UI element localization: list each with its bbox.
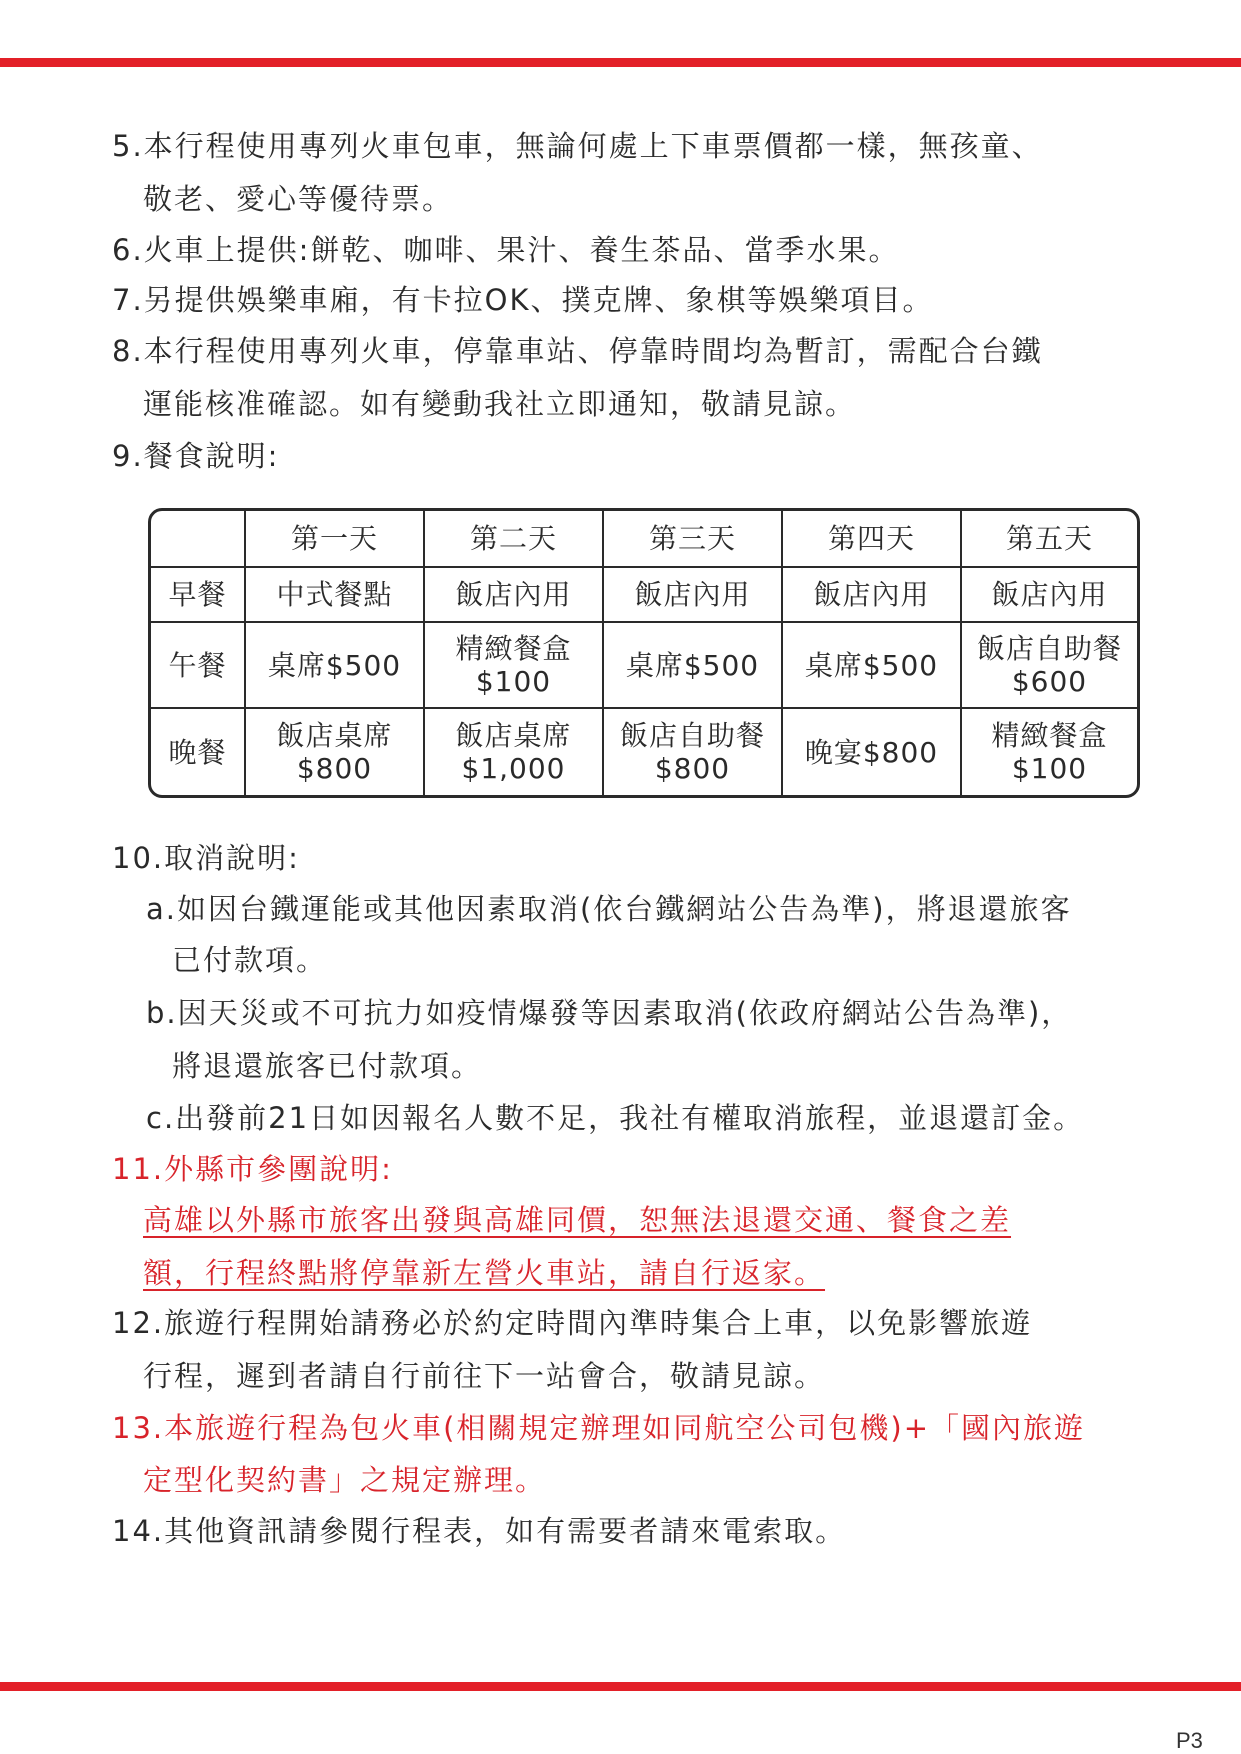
item-11-line-2: 額，行程終點將停靠新左營火車站，請自行返家。 (143, 1256, 826, 1290)
meal-cell-text: 精緻餐盒 (991, 719, 1108, 752)
meal-cell (424, 622, 603, 708)
item-10c: c.出發前21日如因報名人數不足，我社有權取消旅程，並退還訂金。 (146, 1101, 1085, 1135)
item-9-heading: 9.餐食說明: (112, 439, 280, 473)
meal-cell (961, 708, 1137, 795)
meal-cell (603, 567, 782, 622)
day-header: 第五天 (961, 511, 1137, 567)
meal-cell-text: $600 (1011, 665, 1088, 698)
meal-cell (424, 567, 603, 622)
item-12-line-1: 12.旅遊行程開始請務必於約定時間內準時集合上車，以免影響旅遊 (112, 1306, 1033, 1340)
item-10b-line-1: b.因天災或不可抗力如疫情爆發等因素取消(依政府網站公告為準)， (146, 996, 1073, 1030)
item-10b-line-2: 將退還旅客已付款項。 (172, 1049, 483, 1083)
meal-cell-text: $800 (654, 752, 731, 785)
meal-cell-text: 飯店內用 (634, 578, 751, 611)
item-13-line-2: 定型化契約書」之規定辦理。 (143, 1463, 547, 1497)
item-10a-line-1: a.如因台鐵運能或其他因素取消(依台鐵網站公告為準)，將退還旅客 (146, 892, 1072, 926)
meal-cell-text: $100 (1011, 752, 1088, 785)
day-header: 第一天 (245, 511, 424, 567)
meal-cell-text: 飯店桌席 (455, 719, 572, 752)
item-12-line-2: 行程，遲到者請自行前往下一站會合，敬請見諒。 (143, 1359, 826, 1393)
item-14: 14.其他資訊請參閱行程表，如有需要者請來電索取。 (112, 1514, 847, 1548)
meal-cell-text: 飯店自助餐 (619, 719, 765, 752)
meal-cell (961, 567, 1137, 622)
bottom-red-rule (0, 1682, 1241, 1691)
meal-cell-text: $800 (296, 752, 373, 785)
item-6: 6.火車上提供:餅乾、咖啡、果汁、養生茶品、當季水果。 (112, 233, 900, 267)
day-header: 第二天 (424, 511, 603, 567)
item-10-heading: 10.取消說明: (112, 841, 300, 875)
item-8-line-1: 8.本行程使用專列火車，停靠車站、停靠時間均為暫訂，需配合台鐵 (112, 334, 1043, 368)
meal-cell-text: 桌席$500 (625, 648, 760, 682)
day-header: 第四天 (782, 511, 961, 567)
table-corner-cell (151, 511, 245, 567)
meal-cell (245, 708, 424, 795)
meal-cell-text: 桌席$500 (804, 648, 939, 682)
top-red-rule (0, 58, 1241, 67)
item-11-heading: 11.外縣市參團說明: (112, 1152, 393, 1186)
table-header-row (151, 511, 1137, 567)
item-5-line-1: 5.本行程使用專列火車包車，無論何處上下車票價都一樣，無孩童、 (112, 129, 1043, 163)
meal-cell-text: 桌席$500 (267, 648, 402, 682)
meal-cell-text: 精緻餐盒 (455, 632, 572, 665)
meal-cell-text: 飯店內用 (991, 578, 1108, 611)
table-row (151, 567, 1137, 622)
meal-cell (782, 567, 961, 622)
meal-cell (782, 622, 961, 708)
item-7: 7.另提供娛樂車廂，有卡拉OK、撲克牌、象棋等娛樂項目。 (112, 283, 934, 317)
meal-cell-text: 飯店內用 (813, 578, 930, 611)
meal-cell (245, 622, 424, 708)
meal-cell (961, 622, 1137, 708)
meal-cell (603, 622, 782, 708)
meal-cell-text: $1,000 (461, 752, 566, 785)
page-number: P3 (1176, 1728, 1203, 1753)
meal-label: 午餐 (151, 622, 245, 708)
meal-cell-text: 飯店自助餐 (976, 632, 1122, 665)
meal-cell-text: 飯店桌席 (276, 719, 393, 752)
meal-cell (603, 708, 782, 795)
meal-cell (424, 708, 603, 795)
item-11-line-1: 高雄以外縣市旅客出發與高雄同價，恕無法退還交通、餐食之差 (143, 1203, 1012, 1237)
item-13-line-1: 13.本旅遊行程為包火車(相關規定辦理如同航空公司包機)+「國內旅遊 (112, 1411, 1086, 1445)
meal-cell-text: 晚宴$800 (804, 735, 939, 769)
day-header: 第三天 (603, 511, 782, 567)
meal-cell (782, 708, 961, 795)
meal-label: 晚餐 (151, 708, 245, 795)
item-5-line-2: 敬老、愛心等優待票。 (143, 182, 454, 216)
meal-cell-text: $100 (475, 665, 552, 698)
item-8-line-2: 運能核准確認。如有變動我社立即通知，敬請見諒。 (143, 387, 857, 421)
meal-cell-text: 中式餐點 (276, 578, 393, 611)
meal-label: 早餐 (151, 567, 245, 622)
table-row (151, 708, 1137, 795)
meal-schedule-table (148, 508, 1140, 798)
table-row (151, 622, 1137, 708)
meal-cell-text: 飯店內用 (455, 578, 572, 611)
item-10a-line-2: 已付款項。 (172, 943, 328, 977)
meal-cell (245, 567, 424, 622)
